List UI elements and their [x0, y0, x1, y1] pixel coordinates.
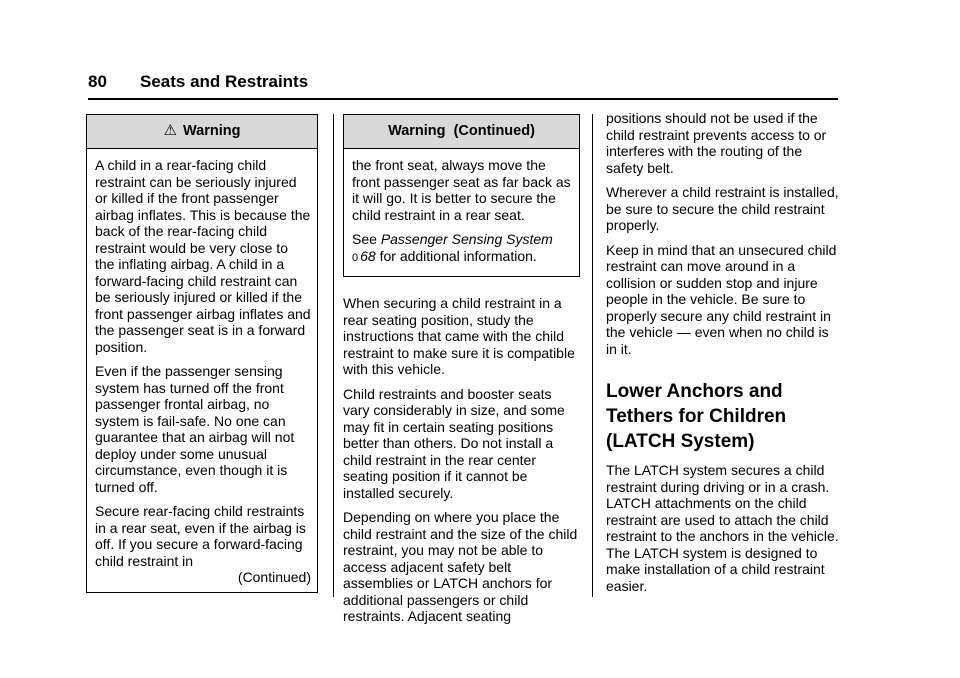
warning-continued-body [344, 149, 579, 276]
see-reference [352, 231, 573, 266]
warning-paragraph-3: Secure rear-facing child restraints in a rear seat, even if the airbag is off. If you secure a forward-facing child restraint in [95, 503, 306, 569]
column-divider-2 [592, 114, 593, 597]
body-paragraph-3: Depending on where you place the child restraint and the size of the child restraint, you may not be able to access adjacent safety belt assemblies or LATCH anchors for additional passengers or child restraints. Adjacent seating [343, 509, 578, 624]
section-title: Seats and Restraints [140, 72, 309, 91]
see-prefix: See [352, 231, 381, 247]
page-ref-icon: 0 [352, 251, 359, 264]
warning-body [87, 149, 317, 592]
column-divider-1 [333, 114, 334, 597]
column-1 [86, 114, 318, 593]
body-paragraph-4: positions should not be used if the child restraint prevents access to or interferes with the routing of the safety belt. [606, 110, 827, 176]
body-paragraph-6: Keep in mind that an unsecured child restraint can move around in a collision or sudden stop and injure people in the vehicle. Be sure to properly secure any child restraint in the vehicle — even when no child is in it. [606, 241, 837, 357]
body-paragraph-5: Wherever a child restraint is installed, be sure to secure the child restraint properly. [606, 184, 839, 233]
heading-paragraph: The LATCH system secures a child restraint during driving or in a crash. LATCH attachments on the child restraint are used to attach the child restraint to the anchors in the vehicle. The LATCH system is designed to make installation of a child restraint easier. [606, 462, 839, 594]
warning-continued-box [343, 114, 580, 277]
warning-triangle-icon: ⚠ [163, 122, 177, 140]
column-2 [343, 114, 580, 633]
page-ref-suffix: for additional information. [375, 247, 537, 264]
warning-paragraph-2: Even if the passenger sensing system has turned off the front passenger frontal airbag, no system is fail-safe. No one can guarantee that an airbag will not deploy under some unusual circumstance, even though it is turned off. [95, 363, 295, 495]
warning-box [86, 114, 318, 593]
page-ref-number[interactable]: 68 [360, 247, 376, 264]
column-3 [606, 110, 843, 602]
warning-continued-title: Warning (Continued) [388, 123, 535, 140]
warning-header [87, 115, 317, 149]
warning-continued-paragraph: the front seat, always move the front passenger seat as far back as it will go. It is better to secure the child restraint in a rear seat. [352, 157, 571, 223]
section-heading: Lower Anchors and Tethers for Children (LATCH System) [606, 381, 787, 452]
see-link[interactable]: Passenger Sensing System [380, 231, 553, 247]
warning-paragraph-1: A child in a rear-facing child restraint can be seriously injured or killed if the front passenger airbag inflates. This is because the back of the rear-facing child restraint would be very close to the inflating airbag. A child in a forward-facing child restraint can be seriously injured or killed if the front passenger airbag inflates and the passenger seat is in a forward position. [95, 157, 311, 355]
warning-title: Warning [182, 123, 241, 140]
body-paragraph-1: When securing a child restraint in a rear seating position, study the instructions that came with the child restraint to make sure it is compatible with this vehicle. [343, 295, 575, 377]
continued-label: (Continued) [237, 569, 311, 585]
page-number: 80 [88, 72, 107, 91]
warning-continued-header [344, 115, 579, 149]
page-header [88, 70, 838, 100]
body-paragraph-2: Child restraints and booster seats vary considerably in size, and some may fit in certain seating positions better than others. Do not install a child restraint in the rear center seating position if it cannot be installed securely. [343, 385, 565, 501]
